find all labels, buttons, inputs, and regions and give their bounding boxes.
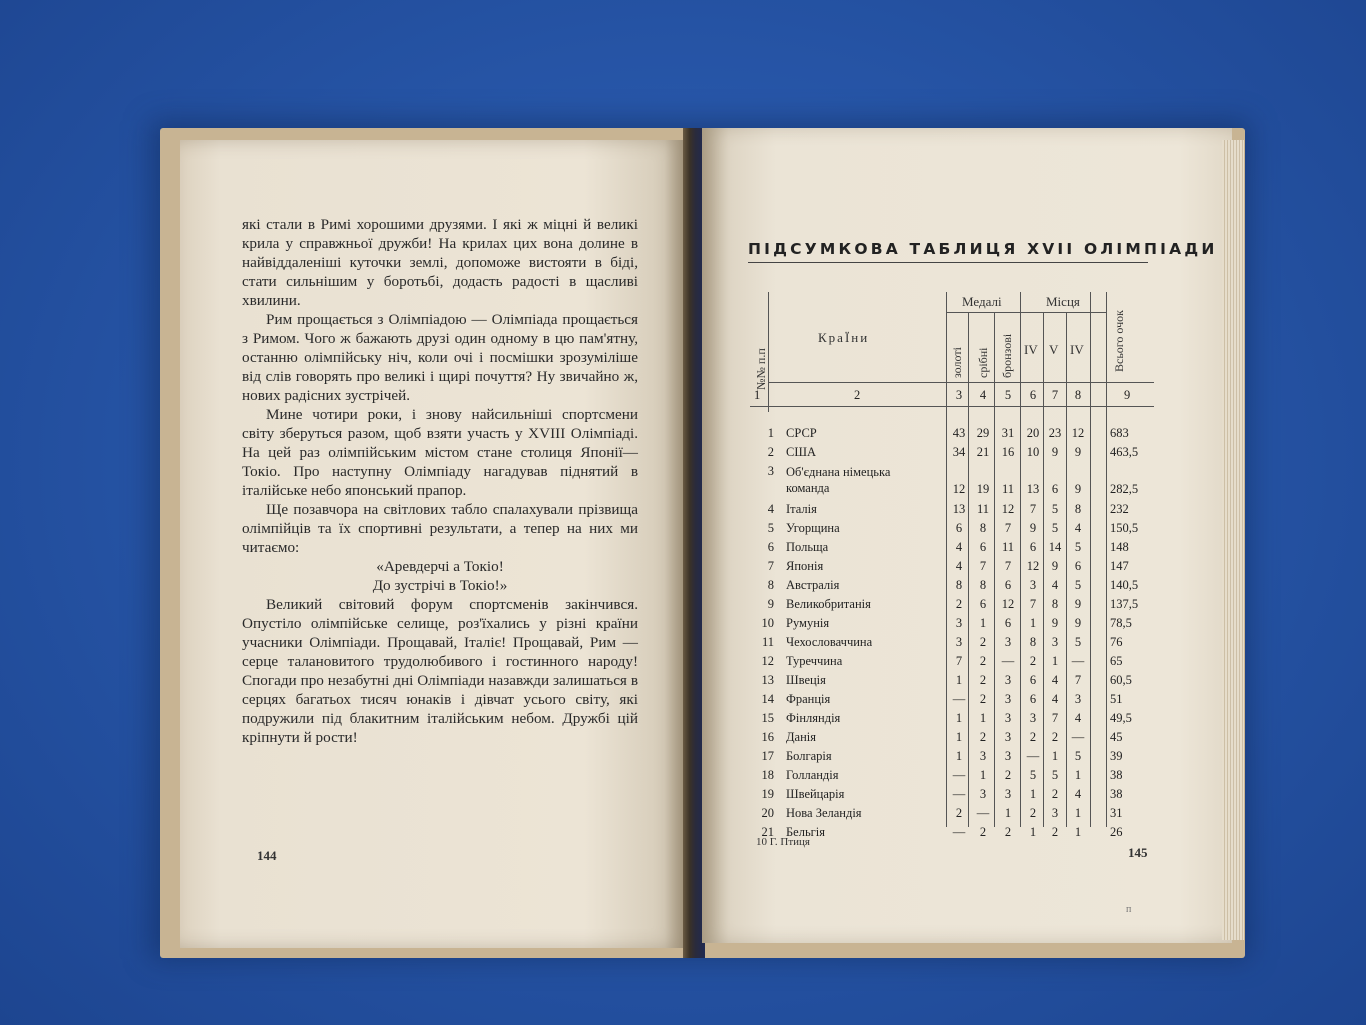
cell-p6: 8 [1074,502,1082,516]
right-page-number: 145 [1128,845,1148,860]
country-name: Данія [786,730,816,744]
country-name: Румунія [786,616,830,630]
left-page-text [242,215,638,747]
cell-g: 1 [955,730,963,744]
cell-s: 11 [976,502,990,516]
row-number: 17 [761,749,774,763]
cell-p6: 5 [1074,635,1082,649]
cell-s: 2 [979,730,987,744]
cell-p5: 4 [1051,692,1059,706]
cell-g: 2 [955,806,963,820]
cell-p4: 20 [1026,426,1040,440]
row-number: 14 [761,692,774,706]
cell-p5: 2 [1051,825,1059,839]
header-place-5: V [1049,342,1059,357]
cell-p5: 1 [1051,654,1059,668]
cell-p4: 10 [1026,445,1040,459]
country-name: Нова Зеландія [786,806,862,820]
cell-g: 4 [955,540,963,554]
table-row [750,540,1156,559]
cell-total: 38 [1110,787,1123,801]
cell-p4: 1 [1029,825,1037,839]
cell-p4: 2 [1029,806,1037,820]
header-place-4: IV [1024,342,1038,357]
cell-p5: 5 [1051,521,1059,535]
cell-total: 137,5 [1110,597,1139,611]
table-row [750,559,1156,578]
cell-p6: 1 [1074,825,1082,839]
column-number: 5 [1004,388,1012,402]
table-row [750,578,1156,597]
table-row [750,464,1156,500]
cell-b: 31 [1001,426,1015,440]
cell-b: 6 [1004,578,1012,592]
cell-total: 60,5 [1110,673,1132,687]
cell-s: 1 [979,768,987,782]
cell-b: 12 [1001,597,1015,611]
header-total: Всього очок [1112,310,1126,372]
row-number: 10 [761,616,774,630]
cell-g: 8 [955,578,963,592]
table-row [750,426,1156,445]
header-num: №№ п.п [754,348,768,390]
row-number: 11 [761,635,774,649]
cell-p4: 1 [1029,787,1037,801]
table-row [750,597,1156,616]
column-number: 3 [955,388,963,402]
cell-p4: 5 [1029,768,1037,782]
cell-p5: 3 [1051,635,1059,649]
cell-p5: 4 [1051,673,1059,687]
row-number: 7 [767,559,774,573]
country-name: Об'єднана німецька команда [786,465,891,495]
cell-p5: 23 [1048,426,1062,440]
cell-g: 3 [955,635,963,649]
column-number: 2 [854,388,861,402]
row-number: 20 [761,806,774,820]
row-number: 15 [761,711,774,725]
cell-b: 6 [1004,616,1012,630]
cell-s: 19 [976,482,990,496]
cell-p5: 2 [1051,730,1059,744]
row-number: 21 [761,825,774,839]
cell-p6: 9 [1074,597,1082,611]
results-table [750,292,1156,840]
cell-g: — [952,825,966,839]
cell-p4: 13 [1026,482,1040,496]
cell-total: 38 [1110,768,1123,782]
header-silver: срібні [976,347,990,378]
header-gold: золоті [950,347,964,378]
cell-b: — [1001,654,1015,668]
country-name: Польща [786,540,829,554]
cell-b: 7 [1004,559,1012,573]
table-row [750,654,1156,673]
cell-p6: 1 [1074,768,1082,782]
country-name: Італія [786,502,817,516]
country-name: Туреччина [786,654,843,668]
table-row [750,806,1156,825]
cell-p5: 9 [1051,445,1059,459]
country-name: США [786,445,816,459]
cell-p5: 3 [1051,806,1059,820]
cell-b: 3 [1004,711,1012,725]
cell-p5: 9 [1051,559,1059,573]
table-row [750,692,1156,711]
cell-p5: 5 [1051,502,1059,516]
cell-s: 1 [979,616,987,630]
left-page-number: 144 [257,848,277,863]
cell-p5: 7 [1051,711,1059,725]
table-title: ПІДСУМКОВА ТАБЛИЦЯ XVII ОЛІМПІАДИ [748,240,1148,263]
cell-g: 2 [955,597,963,611]
cell-p4: 8 [1029,635,1037,649]
row-number: 5 [767,521,774,535]
row-number: 2 [767,445,774,459]
cell-total: 148 [1110,540,1129,554]
grid-line [768,382,1154,383]
table-row [750,445,1156,464]
cell-b: 3 [1004,692,1012,706]
row-number: 1 [767,426,774,440]
cell-total: 78,5 [1110,616,1132,630]
cell-b: 2 [1004,768,1012,782]
cell-p4: 6 [1029,673,1037,687]
table-row [750,635,1156,654]
cell-s: 2 [979,673,987,687]
cell-total: 147 [1110,559,1129,573]
cell-total: 49,5 [1110,711,1132,725]
table-row [750,768,1156,787]
cell-p5: 1 [1051,749,1059,763]
cell-total: 65 [1110,654,1123,668]
cell-b: 2 [1004,825,1012,839]
paragraph: Мине чотири роки, і знову найсильніші спортсмени світу зберуться разом, щоб взяти участь у XVIII Олімпіаді. На цей раз олімпійським містом стане столиця Японії—Токіо. Про наступну Олімпіаду нагадував піднятий в італійське небо японський прапор. [242,406,638,499]
cell-s: 8 [979,521,987,535]
quote-line: До зустрічі в Токіо!» [372,577,508,594]
cell-p6: 5 [1074,749,1082,763]
cell-b: 12 [1001,502,1015,516]
paragraph: Великий світовий форум спортсменів закінчився. Опустіло олімпійське селище, роз'їхались у різні країни учасники Олімпіади. Прощавай, Італіє! Прощавай, Рим — серце талановитого трудолюбивого і гостинного народу! Спогади про незабутні дні Олімпіади назавжди залишаться в серцях багатьох тисяч юнаків і дівчат усього світу, які подружили під блакитним італійським небом. Дружбі цій кріпнути й рости! [242,596,638,746]
cell-s: 3 [979,787,987,801]
cell-g: 13 [952,502,966,516]
cell-p4: 2 [1029,654,1037,668]
country-name: Австралія [786,578,840,592]
cell-total: 51 [1110,692,1123,706]
table-row [750,825,1156,844]
column-number: 1 [754,388,761,402]
page-edges [1222,140,1244,940]
paragraph: які стали в Римі хорошими друзями. І які ж міцні й великі крила у справжньої дружби! На крилах цих вона долине в найвіддаленіші куточки землі, допоможе вистояти в біді, стати сильнішим у боротьбі, додасть радості в щасливі хвилини. [242,216,638,309]
page-footer: 10 Г. Птиця [756,836,810,848]
cell-p6: — [1071,730,1085,744]
cell-p5: 9 [1051,616,1059,630]
cell-total: 31 [1110,806,1123,820]
cell-b: 16 [1001,445,1015,459]
cell-p5: 6 [1051,482,1059,496]
table-row [750,787,1156,806]
country-name: Швейцарія [786,787,845,801]
header-bronze: бронзові [1000,333,1014,378]
cell-p6: 7 [1074,673,1082,687]
cell-total: 683 [1110,426,1129,440]
cell-p6: 4 [1074,521,1082,535]
cell-p6: 5 [1074,540,1082,554]
paragraph: Рим прощається з Олімпіадою — Олімпіада прощається з Римом. Чого ж бажають друзі один одному в цю пам'ятну, останню олімпійську ніч, коли очі і посмішки зрозуміліше від слів говорять про великі і щирі почуття? Ну звичайно ж, нових радісних зустрічей. [242,311,638,404]
cell-p5: 8 [1051,597,1059,611]
cell-g: 7 [955,654,963,668]
paragraph: Ще позавчора на світлових табло спалахували прізвища олімпійців та їх спортивні результати, а тепер на них ми читаємо: [242,501,638,556]
row-number: 4 [767,502,774,516]
cell-b: 3 [1004,673,1012,687]
cell-p6: 9 [1074,482,1082,496]
column-number: 7 [1051,388,1059,402]
cell-p4: 12 [1026,559,1040,573]
cell-b: 7 [1004,521,1012,535]
table-row [750,673,1156,692]
cell-s: 3 [979,749,987,763]
cell-p4: 3 [1029,711,1037,725]
cell-g: 1 [955,673,963,687]
country-name: СРСР [786,426,817,440]
country-name: Болгарія [786,749,832,763]
cell-p6: 12 [1071,426,1085,440]
cell-s: 7 [979,559,987,573]
cell-b: 3 [1004,635,1012,649]
quote-line: «Аревдерчі а Токіо! [376,558,504,575]
cell-g: — [952,768,966,782]
country-name: Голландія [786,768,839,782]
row-number: 6 [767,540,774,554]
row-number: 18 [761,768,774,782]
cell-p5: 14 [1048,540,1062,554]
cell-p4: 6 [1029,540,1037,554]
cell-s: 6 [979,540,987,554]
row-number: 8 [767,578,774,592]
country-name: Франція [786,692,831,706]
cell-total: 150,5 [1110,521,1139,535]
cell-g: 3 [955,616,963,630]
cell-p4: 1 [1029,616,1037,630]
row-number: 12 [761,654,774,668]
cell-g: — [952,787,966,801]
table-row [750,711,1156,730]
cell-p6: 9 [1074,616,1082,630]
cell-p4: 9 [1029,521,1037,535]
cell-b: 3 [1004,749,1012,763]
column-number: 9 [1124,388,1131,402]
country-name: Бельгія [786,825,826,839]
cell-s: 1 [979,711,987,725]
cell-p5: 4 [1051,578,1059,592]
cell-p6: — [1071,654,1085,668]
cell-s: 6 [979,597,987,611]
country-name: Фінляндія [786,711,841,725]
cell-g: 12 [952,482,966,496]
cell-p6: 9 [1074,445,1082,459]
corner-mark: п [1126,904,1132,915]
cell-s: 21 [976,445,990,459]
cell-s: 2 [979,825,987,839]
header-medals: Медалі [962,294,1002,309]
cell-total: 463,5 [1110,445,1139,459]
cell-p4: — [1026,749,1040,763]
cell-p4: 3 [1029,578,1037,592]
cell-s: 2 [979,654,987,668]
cell-total: 76 [1110,635,1123,649]
cell-g: 1 [955,749,963,763]
cell-total: 45 [1110,730,1123,744]
cell-p4: 2 [1029,730,1037,744]
cell-total: 232 [1110,502,1129,516]
cell-p4: 7 [1029,502,1037,516]
cell-g: 6 [955,521,963,535]
country-name: Японія [786,559,824,573]
cell-b: 3 [1004,730,1012,744]
cell-s: 8 [979,578,987,592]
country-name: Швеція [786,673,826,687]
cell-b: 3 [1004,787,1012,801]
table-row [750,749,1156,768]
cell-g: — [952,692,966,706]
cell-p5: 2 [1051,787,1059,801]
cell-b: 11 [1001,540,1015,554]
column-number: 8 [1074,388,1082,402]
cell-s: 29 [976,426,990,440]
cell-b: 11 [1001,482,1015,496]
table-row [750,521,1156,540]
column-number-row [750,388,1156,407]
cell-total: 140,5 [1110,578,1139,592]
cell-total: 282,5 [1110,482,1139,496]
cell-p6: 4 [1074,787,1082,801]
country-name: Угорщина [786,521,840,535]
row-number: 19 [761,787,774,801]
row-number: 9 [767,597,774,611]
cell-g: 1 [955,711,963,725]
cell-p4: 6 [1029,692,1037,706]
cell-g: 4 [955,559,963,573]
cell-p6: 3 [1074,692,1082,706]
column-number: 6 [1029,388,1037,402]
row-number: 16 [761,730,774,744]
header-countries: КраЇни [818,330,870,345]
cell-s: — [976,806,990,820]
cell-total: 39 [1110,749,1123,763]
grid-line [946,312,1106,313]
cell-g: 43 [952,426,966,440]
cell-p6: 5 [1074,578,1082,592]
cell-p6: 4 [1074,711,1082,725]
cell-s: 2 [979,635,987,649]
table-row [750,730,1156,749]
table-row [750,502,1156,521]
country-name: Великобританія [786,597,871,611]
table-row [750,616,1156,635]
header-place-6: IV [1070,342,1084,357]
cell-p5: 5 [1051,768,1059,782]
column-number: 4 [979,388,987,402]
cell-total: 26 [1110,825,1123,839]
cell-p4: 7 [1029,597,1037,611]
cell-g: 34 [952,445,966,459]
cell-p6: 1 [1074,806,1082,820]
cell-p6: 6 [1074,559,1082,573]
country-name: Чехословаччина [786,635,873,649]
header-places: Місця [1046,294,1080,309]
row-number: 13 [761,673,774,687]
cell-s: 2 [979,692,987,706]
row-number: 3 [767,464,774,478]
cell-b: 1 [1004,806,1012,820]
